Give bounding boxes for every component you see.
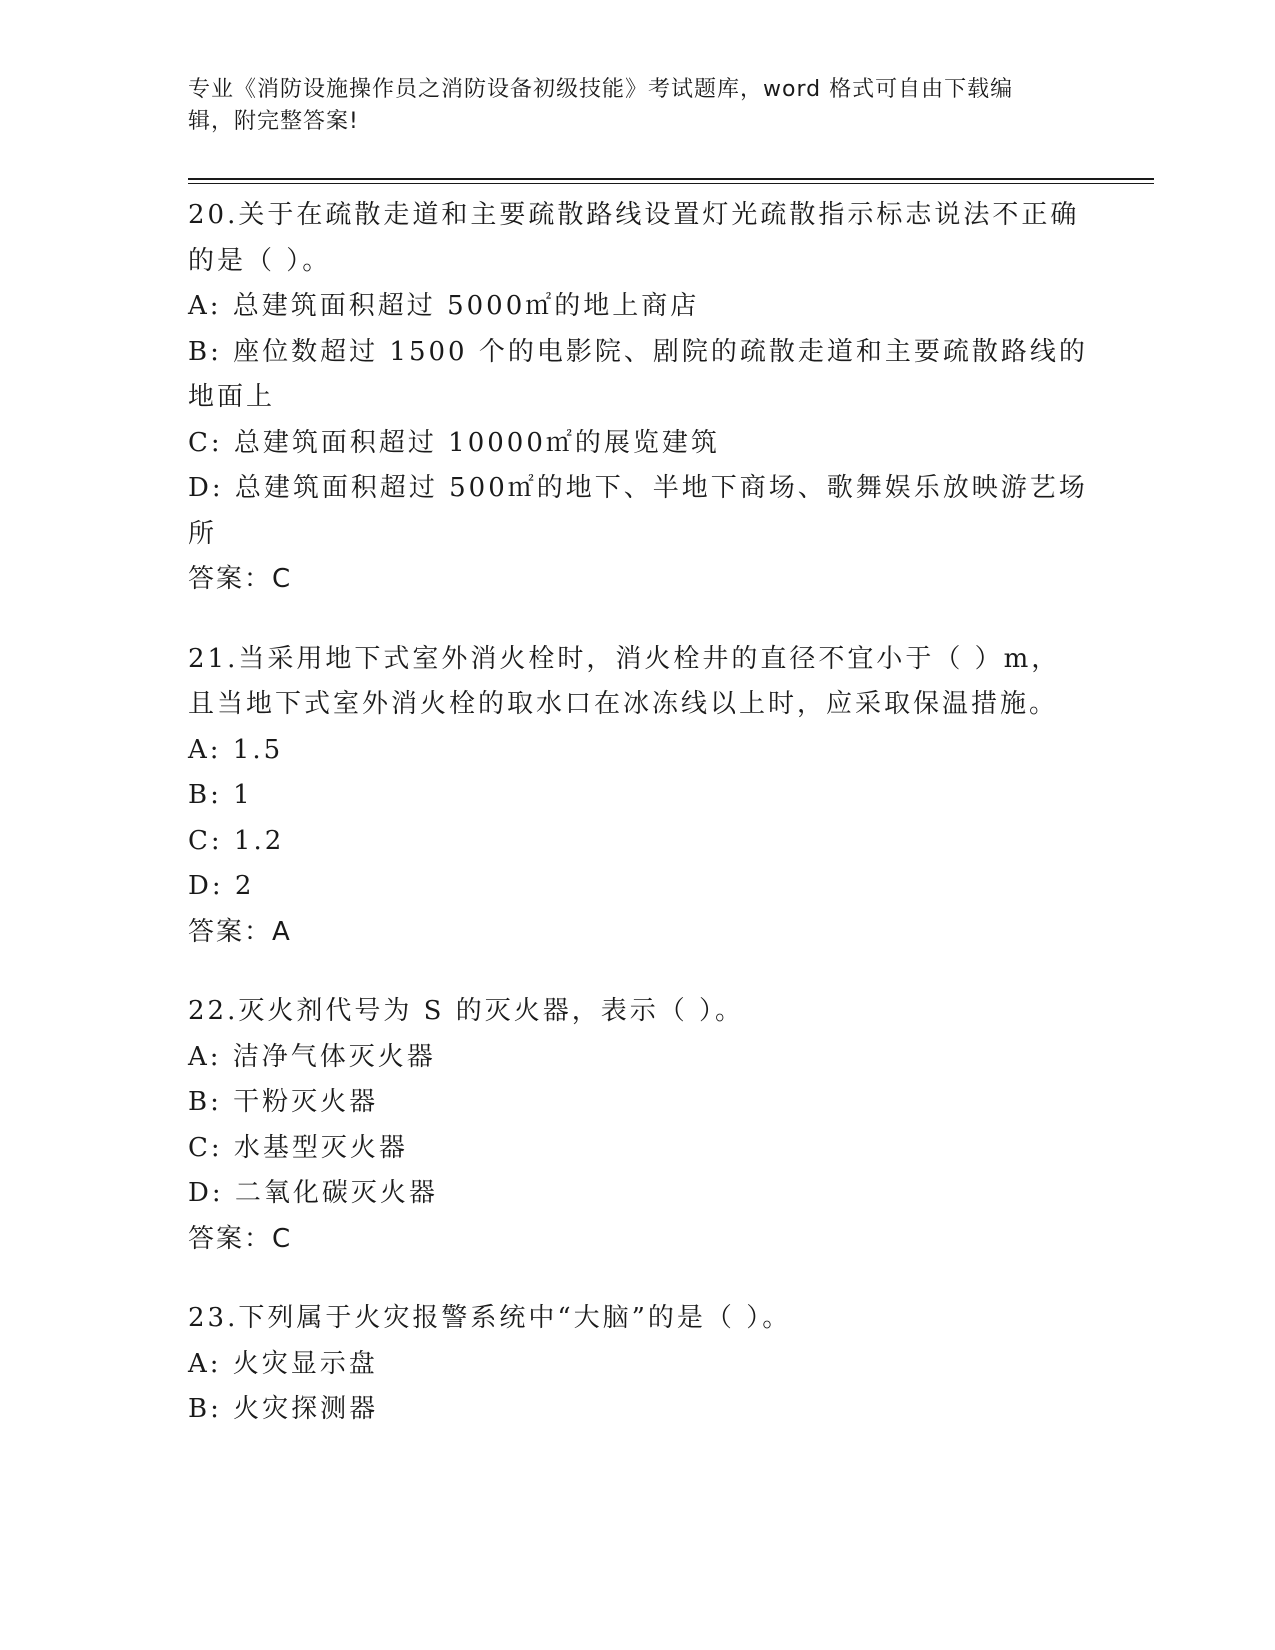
option-a: A: 洁净气体灭火器 bbox=[188, 1041, 436, 1072]
option-d-continued: 所 bbox=[188, 518, 218, 549]
option-b: B: 1 bbox=[188, 780, 253, 810]
question-23 bbox=[188, 1296, 1088, 1433]
option-b: B: 火灾探测器 bbox=[188, 1394, 379, 1424]
answer-label: 答案：C bbox=[188, 1223, 293, 1254]
answer-label: 答案：C bbox=[188, 564, 293, 594]
option-b: B: 干粉灭火器 bbox=[188, 1087, 379, 1117]
answer-label: 答案：A bbox=[188, 916, 292, 947]
option-d: D: 总建筑面积超过 500㎡的地下、半地下商场、歌舞娱乐放映游艺场 bbox=[188, 473, 1088, 503]
question-stem-line: 的是（ ）。 bbox=[188, 245, 332, 276]
option-a: A: 火灾显示盘 bbox=[188, 1348, 378, 1379]
header-line-2: 辑，附完整答案! bbox=[188, 109, 359, 134]
header-divider-thin bbox=[188, 183, 1154, 184]
question-stem-line: 20.关于在疏散走道和主要疏散路线设置灯光疏散指示标志说法不正确 bbox=[188, 200, 1080, 230]
document-header bbox=[188, 74, 1068, 138]
option-c: C: 水基型灭火器 bbox=[188, 1132, 408, 1163]
question-stem-line: 且当地下式室外消火栓的取水口在冰冻线以上时，应采取保温措施。 bbox=[188, 689, 1059, 719]
option-b: B: 座位数超过 1500 个的电影院、剧院的疏散走道和主要疏散路线的 bbox=[188, 336, 1088, 367]
option-c: C: 1.2 bbox=[188, 825, 285, 856]
question-20 bbox=[188, 193, 1088, 603]
option-a: A: 总建筑面积超过 5000㎡的地上商店 bbox=[188, 291, 700, 321]
header-divider-thick bbox=[188, 178, 1154, 180]
question-stem-line: 21.当采用地下式室外消火栓时，消火栓井的直径不宜小于（ ）m， bbox=[188, 643, 1061, 674]
question-21 bbox=[188, 637, 1088, 956]
question-22 bbox=[188, 989, 1088, 1262]
option-a: A: 1.5 bbox=[188, 734, 284, 765]
question-stem-line: 23.下列属于火灾报警系统中“大脑”的是（ ）。 bbox=[188, 1303, 792, 1333]
option-c: C: 总建筑面积超过 10000㎡的展览建筑 bbox=[188, 427, 720, 458]
option-d: D: 二氧化碳灭火器 bbox=[188, 1178, 438, 1208]
question-stem-line: 22.灭火剂代号为 S 的灭火器，表示（ ）。 bbox=[188, 996, 744, 1026]
option-d: D: 2 bbox=[188, 871, 255, 901]
option-b-continued: 地面上 bbox=[188, 382, 276, 412]
question-list bbox=[188, 193, 1088, 1467]
header-line-1: 专业《消防设施操作员之消防设备初级技能》考试题库，word 格式可自由下载编 bbox=[188, 77, 1014, 102]
